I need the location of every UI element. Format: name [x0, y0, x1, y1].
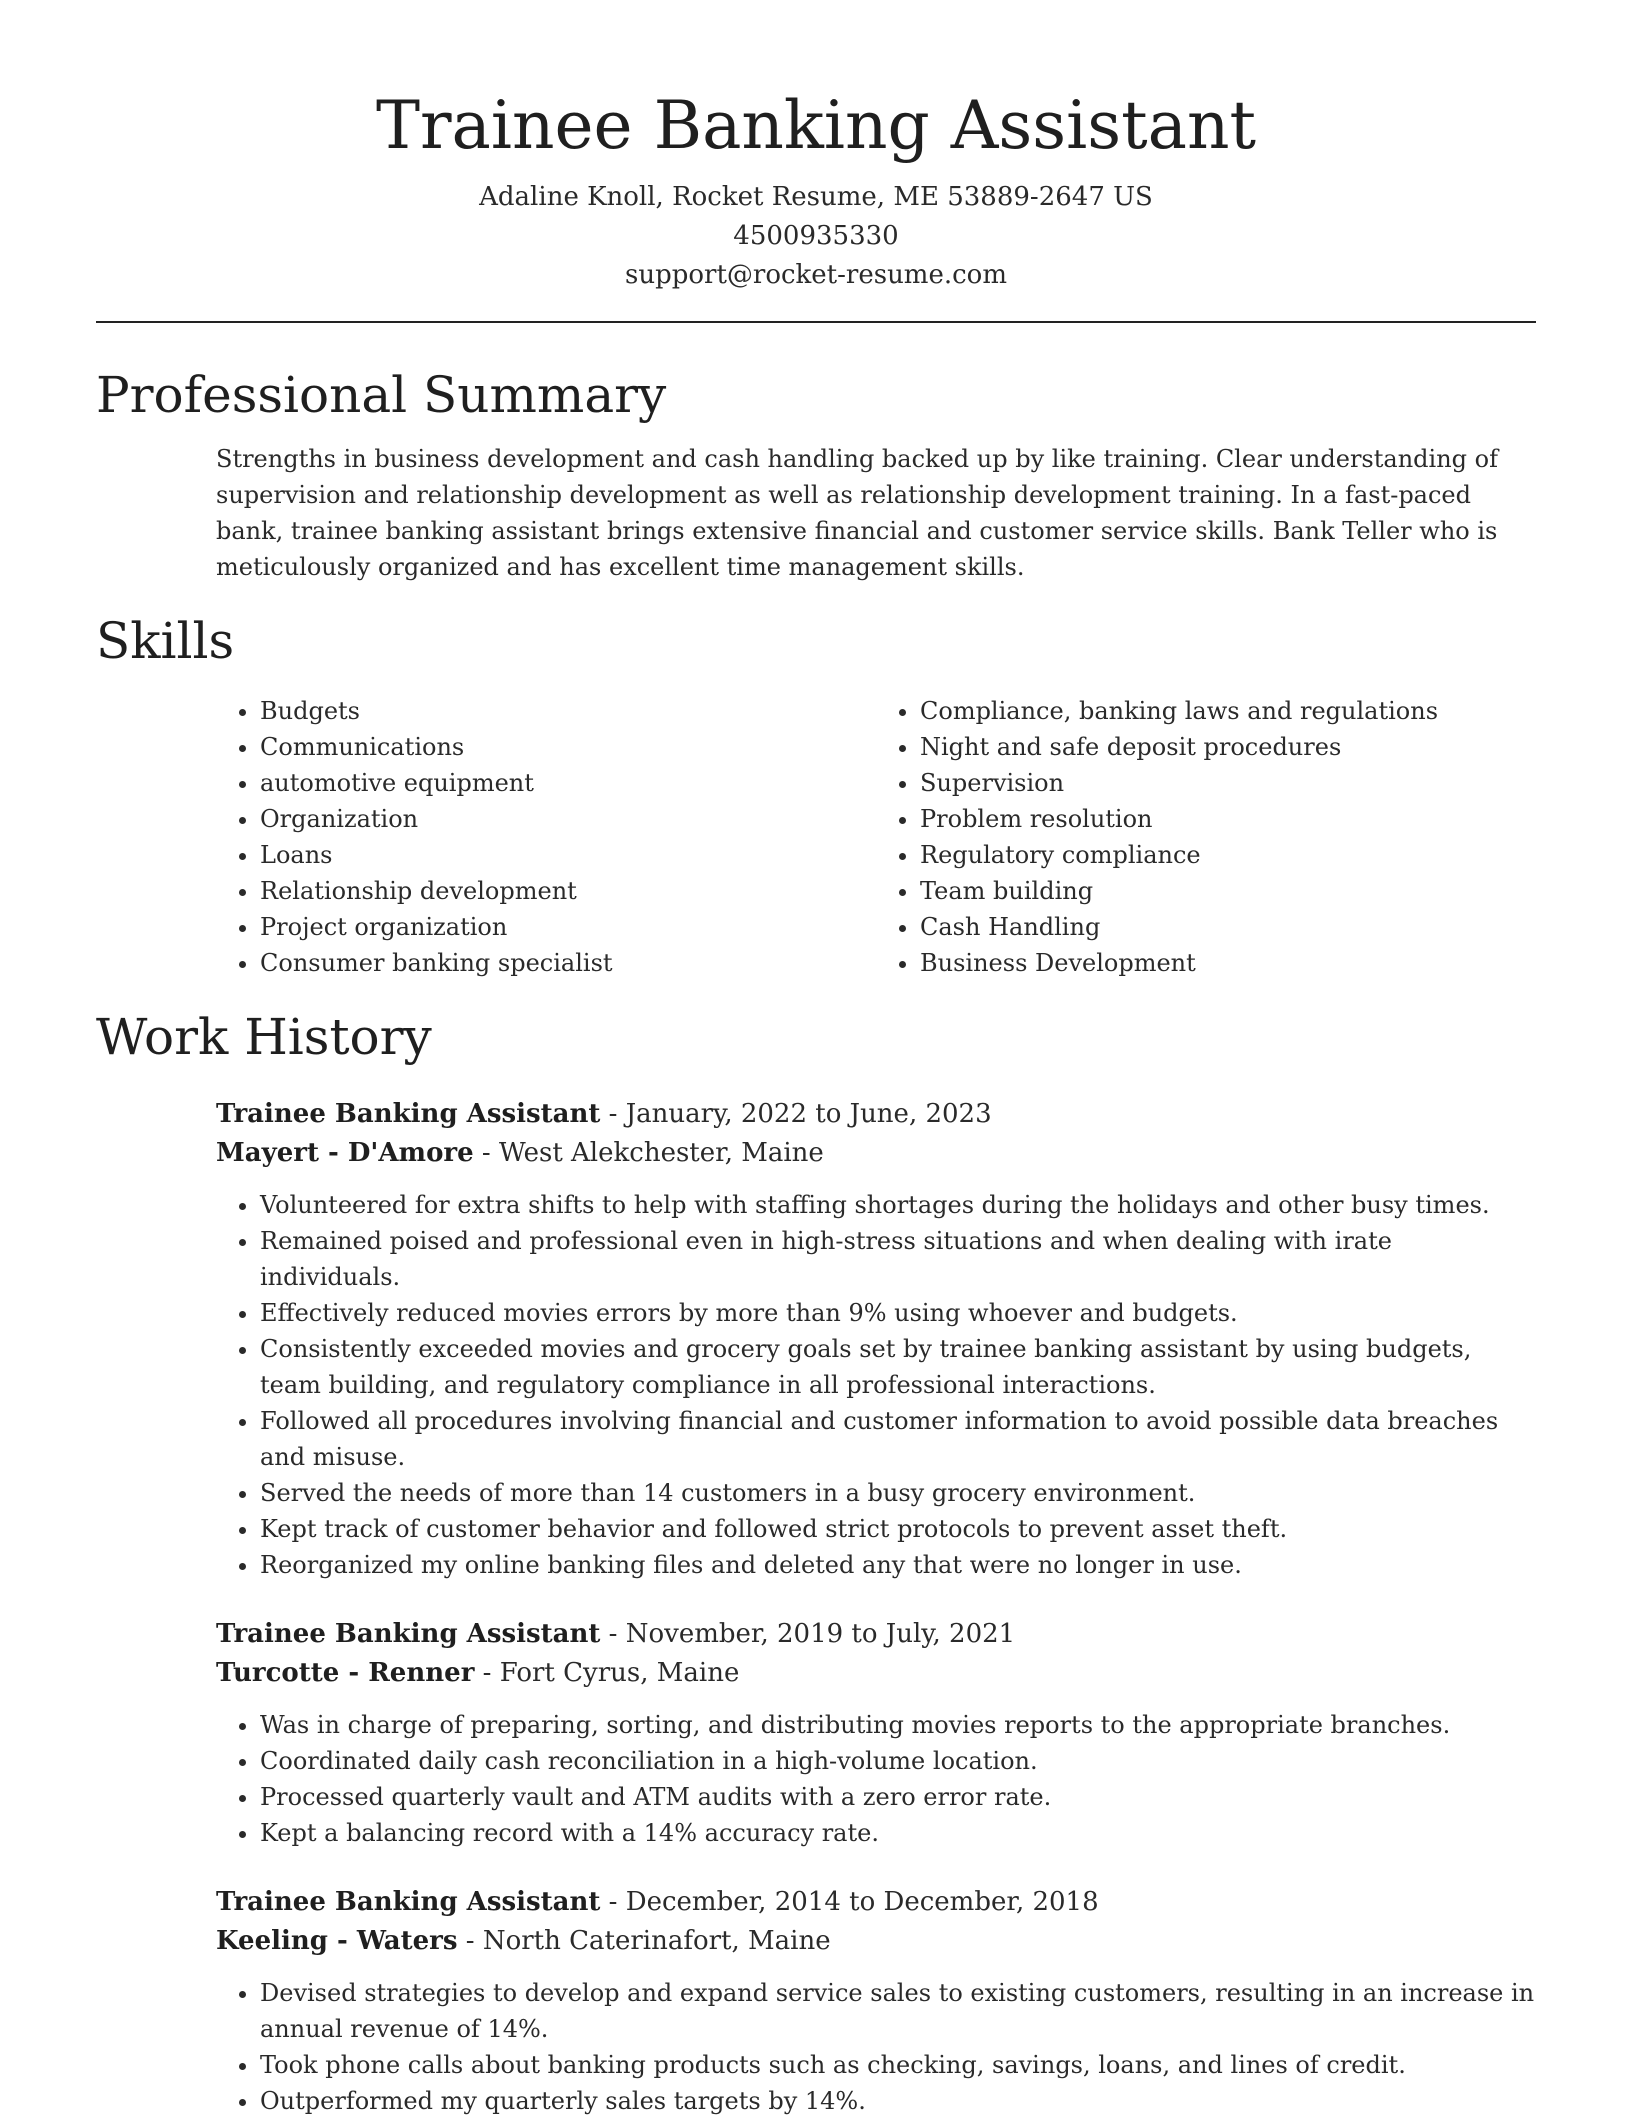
contact-email: support@rocket-resume.com: [624, 260, 1007, 290]
skill-item: • Loans: [260, 837, 876, 873]
skills-section: [96, 609, 1536, 981]
contact-address: Adaline Knoll, Rocket Resume, ME 53889-2647 US: [479, 182, 1153, 212]
skill-item: • automotive equipment: [260, 765, 876, 801]
summary-text: Strengths in business development and cash handling backed up by like training. Clear understanding of supervision and relationship development as well as relationship development training. In a fast-paced bank, trainee banking assistant brings extensive financial and customer service skills. Bank Teller who is meticulously organized and has excellent time management skills.: [216, 445, 1498, 581]
summary-heading: Professional Summary: [96, 366, 667, 424]
job-entry: [216, 1095, 1536, 1583]
job-entry: [216, 1615, 1536, 1851]
skills-columns: [96, 693, 1536, 981]
duty-item: • Devised strategies to develop and expand service sales to existing customers, resulting in an increase in annual revenue of 14%.: [260, 1975, 1536, 2047]
skill-item: • Organization: [260, 801, 876, 837]
duty-item: • Effectively reduced movies errors by more than 9% using whoever and budgets.: [260, 1295, 1536, 1331]
work-history-section: [96, 1005, 1536, 2119]
duty-item: • Coordinated daily cash reconciliation in a high-volume location.: [260, 1743, 1536, 1779]
job-title-line: Trainee Banking Assistant - January, 2022 to June, 2023: [216, 1099, 992, 1129]
job-dates: January, 2022 to June, 2023: [625, 1099, 992, 1129]
job-company: Turcotte - Renner: [216, 1658, 475, 1688]
job-dates: November, 2019 to July, 2021: [625, 1619, 1016, 1649]
duty-item: • Processed quarterly vault and ATM audits with a zero error rate.: [260, 1779, 1536, 1815]
skills-heading: Skills: [96, 612, 235, 670]
job-location: West Alekchester, Maine: [498, 1138, 824, 1168]
skills-left-list: [216, 693, 876, 981]
skill-item: • Team building: [920, 873, 1536, 909]
duty-item: • Followed all procedures involving financial and customer information to avoid possible data breaches and misuse.: [260, 1403, 1536, 1475]
duty-item: • Reorganized my online banking files and deleted any that were no longer in use.: [260, 1547, 1536, 1583]
work-history-heading: Work History: [96, 1008, 432, 1066]
skills-right-list: [876, 693, 1536, 981]
header-divider: [96, 321, 1536, 323]
skill-item: • Regulatory compliance: [920, 837, 1536, 873]
skill-item: • Night and safe deposit procedures: [920, 729, 1536, 765]
job-dates: December, 2014 to December, 2018: [625, 1887, 1099, 1917]
duty-item: • Volunteered for extra shifts to help with staffing shortages during the holidays and other busy times.: [260, 1187, 1536, 1223]
skill-item: • Project organization: [260, 909, 876, 945]
duty-item: • Was in charge of preparing, sorting, and distributing movies reports to the appropriate branches.: [260, 1707, 1536, 1743]
skill-item: • Business Development: [920, 945, 1536, 981]
skill-item: • Communications: [260, 729, 876, 765]
job-duties: [216, 1975, 1536, 2119]
job-title: Trainee Banking Assistant: [216, 1887, 601, 1917]
skill-item: • Relationship development: [260, 873, 876, 909]
duty-item: • Consistently exceeded movies and grocery goals set by trainee banking assistant by using budgets, team building, and regulatory compliance in all professional interactions.: [260, 1331, 1536, 1403]
duty-item: • Outperformed my quarterly sales targets by 14%.: [260, 2083, 1536, 2119]
job-location: North Caterinafort, Maine: [482, 1926, 831, 1956]
job-company-line: Mayert - D'Amore - West Alekchester, Maine: [216, 1138, 824, 1168]
skill-item: • Compliance, banking laws and regulations: [920, 693, 1536, 729]
job-duties: [216, 1187, 1536, 1583]
job-title-line: Trainee Banking Assistant - December, 2014 to December, 2018: [216, 1887, 1099, 1917]
resume-page: [96, 0, 1536, 2119]
skill-item: • Consumer banking specialist: [260, 945, 876, 981]
job-company: Keeling - Waters: [216, 1926, 458, 1956]
contact-block: [96, 178, 1536, 295]
job-company: Mayert - D'Amore: [216, 1138, 474, 1168]
duty-item: • Kept a balancing record with a 14% accuracy rate.: [260, 1815, 1536, 1851]
skill-item: • Budgets: [260, 693, 876, 729]
duty-item: • Served the needs of more than 14 customers in a busy grocery environment.: [260, 1475, 1536, 1511]
skill-item: • Problem resolution: [920, 801, 1536, 837]
duty-item: • Took phone calls about banking products such as checking, savings, loans, and lines of credit.: [260, 2047, 1536, 2083]
contact-phone: 4500935330: [733, 221, 899, 251]
duty-item: • Remained poised and professional even in high-stress situations and when dealing with irate individuals.: [260, 1223, 1536, 1295]
job-location: Fort Cyrus, Maine: [499, 1658, 740, 1688]
resume-header: [96, 0, 1536, 295]
job-title: Trainee Banking Assistant: [216, 1619, 601, 1649]
job-title: Trainee Banking Assistant: [216, 1099, 601, 1129]
resume-title: Trainee Banking Assistant: [375, 87, 1257, 164]
job-company-line: Keeling - Waters - North Caterinafort, Maine: [216, 1926, 831, 1956]
skill-item: • Supervision: [920, 765, 1536, 801]
job-company-line: Turcotte - Renner - Fort Cyrus, Maine: [216, 1658, 740, 1688]
job-entry: [216, 1883, 1536, 2119]
summary-section: [96, 363, 1536, 585]
duty-item: • Kept track of customer behavior and followed strict protocols to prevent asset theft.: [260, 1511, 1536, 1547]
job-duties: [216, 1707, 1536, 1851]
job-title-line: Trainee Banking Assistant - November, 2019 to July, 2021: [216, 1619, 1016, 1649]
skill-item: • Cash Handling: [920, 909, 1536, 945]
